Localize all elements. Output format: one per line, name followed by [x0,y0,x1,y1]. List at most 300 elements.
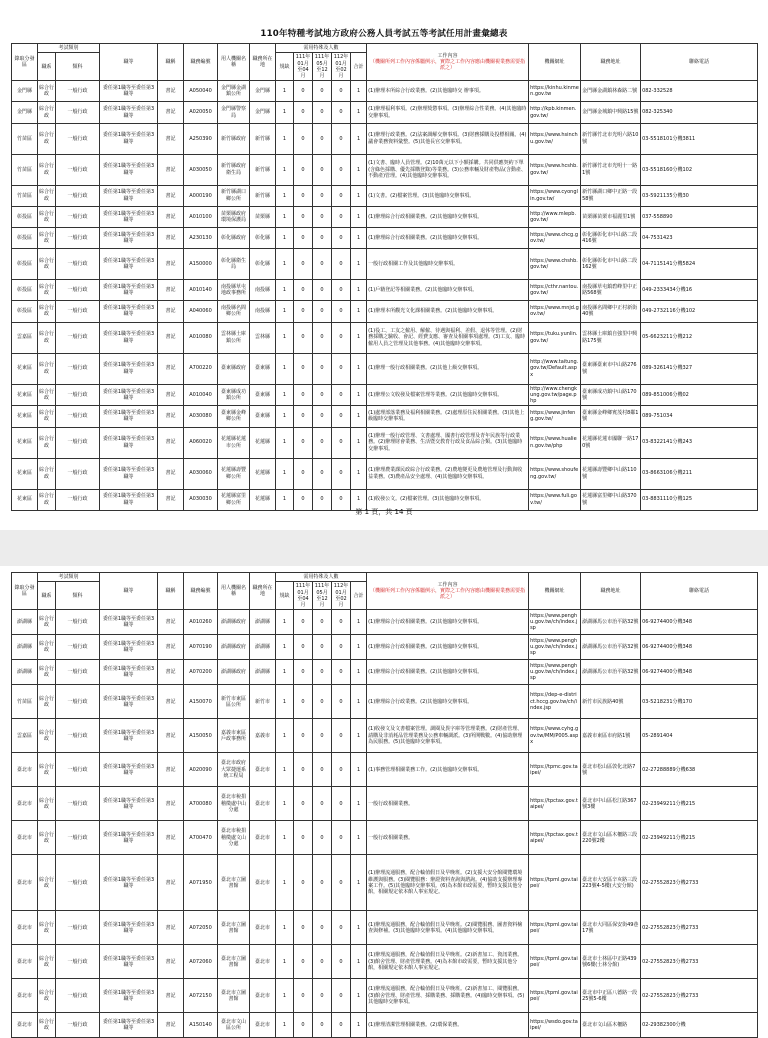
rank-cell: 委任第1職等至委任第3職等 [100,384,158,406]
region-cell: 臺北市 [12,855,38,911]
header-col-2023: 112年01月至02月 [332,53,351,81]
duty-cell: (1)辦理清潔管理相關業務。(2)環保業務。 [367,1013,529,1038]
header-region: 錄取分發區 [12,44,38,81]
county-cell: 新竹縣 [250,185,276,206]
address-cell: 澎湖縣馬公市治平路32號 [581,635,641,660]
subject-cell: 一般行政 [56,821,100,855]
duty-cell: (1)辦理一般行政相關業務。(2)其他上級交辦事項。 [367,353,529,384]
table-row [12,719,758,753]
employer-cell: 嘉義市東區戶政事務所 [218,719,250,753]
group-cell: 綜合行政 [38,123,56,154]
total-count-cell: 1 [351,406,367,427]
rank-cell: 委任第1職等至委任第3職等 [100,753,158,787]
group-cell: 綜合行政 [38,821,56,855]
subject-cell: 一般行政 [56,753,100,787]
post-code-cell: A030050 [184,154,218,185]
group-cell: 綜合行政 [38,384,56,406]
table-row [12,206,758,227]
address-cell: 彰化縣彰化市中山路二段416號 [581,228,641,249]
employer-cell: 澎湖縣政府 [218,635,250,660]
post-code-cell: A070190 [184,635,218,660]
address-cell: 臺北市文山區木柵路 [581,1013,641,1038]
header-website: 機關網址 [529,573,581,610]
county-cell: 臺東縣 [250,384,276,406]
subject-cell: 一般行政 [56,353,100,384]
county-cell: 澎湖縣 [250,660,276,685]
subject-cell: 一般行政 [56,123,100,154]
address-cell: 花蓮縣花蓮市國聯一路170號 [581,427,641,458]
header-demand: 需用特殊及人數 [276,573,367,582]
count-2022-cell: 0 [313,855,332,911]
website-cell: https://www.shoufeng.gov.tw/ [529,458,581,489]
county-cell: 嘉義市 [250,719,276,753]
count-2023-cell: 0 [332,911,351,945]
title-cell: 書記 [158,660,184,685]
table-row [12,610,758,635]
title-cell: 書記 [158,384,184,406]
group-cell: 綜合行政 [38,458,56,489]
address-cell: 臺北市松山區敦化北路7號 [581,753,641,787]
table-row [12,458,758,489]
page-2 [0,566,768,1032]
website-cell: https://www.hcshb.gov.tw/ [529,154,581,185]
total-count-cell: 1 [351,228,367,249]
address-cell: 澎湖縣馬公市治平路32號 [581,610,641,635]
employer-cell: 臺北市立圖書館 [218,855,250,911]
table-row [12,979,758,1013]
group-cell: 綜合行政 [38,855,56,911]
post-code-cell: A150000 [184,249,218,280]
count-2022-cell: 0 [313,280,332,301]
county-cell: 臺北市 [250,855,276,911]
count-2022-cell: 0 [313,102,332,123]
total-count-cell: 1 [351,280,367,301]
phone-cell: 03-5518101分機3811 [641,123,758,154]
count-2023-cell: 0 [332,979,351,1013]
post-code-cell: A030060 [184,458,218,489]
address-cell: 新竹縣湖口鄉中正路一段58號 [581,185,641,206]
title-cell: 書記 [158,979,184,1013]
group-cell: 綜合行政 [38,228,56,249]
title-cell: 書記 [158,353,184,384]
duty-cell: (1)辦理流通服務，配合輪值假日及早晚班。(2)新書加工、資訊業務。(3)館舍管理、財產管理業務。(4)為本館市政需要，暫時支援其他分館，相關規定依本館人事室規定。 [367,945,529,979]
group-cell: 綜合行政 [38,102,56,123]
website-cell: https://www.hsinchu.gov.tw/ [529,123,581,154]
header-group: 職系 [38,53,56,81]
address-cell: 臺東縣臺東市中山路276號 [581,353,641,384]
employer-cell: 彰化縣政府 [218,228,250,249]
count-2021-cell: 0 [294,660,313,685]
total-count-cell: 1 [351,154,367,185]
regular-count-cell: 1 [276,427,294,458]
website-cell: https://www.penghu.gov.tw/ch/index.jsp [529,660,581,685]
website-cell: https://kinhu.kinmen.gov.tw [529,81,581,102]
rank-cell: 委任第1職等至委任第3職等 [100,154,158,185]
group-cell: 綜合行政 [38,81,56,102]
phone-cell: 089-851006分機02 [641,384,758,406]
regular-count-cell: 1 [276,353,294,384]
table-row [12,228,758,249]
title-cell: 書記 [158,911,184,945]
title-cell: 書記 [158,719,184,753]
count-2023-cell: 0 [332,102,351,123]
total-count-cell: 1 [351,911,367,945]
subject-cell: 一般行政 [56,81,100,102]
region-cell: 花東區 [12,353,38,384]
website-cell: https://www.jinfeng.gov.tw/ [529,406,581,427]
rank-cell: 委任第1職等至委任第3職等 [100,427,158,458]
header-county: 職務所在地 [250,44,276,81]
regular-count-cell: 1 [276,102,294,123]
address-cell: 臺北市中正區八德路一段25號5-6樓 [581,979,641,1013]
header-col-2021: 111年01月至04月 [294,582,313,610]
group-cell: 綜合行政 [38,945,56,979]
county-cell: 苗栗縣 [250,206,276,227]
count-2023-cell: 0 [332,610,351,635]
duty-cell: 一般行政相關業務。 [367,787,529,821]
header-col-regular: 規缺 [276,53,294,81]
county-cell: 臺北市 [250,753,276,787]
post-code-cell: A071950 [184,855,218,911]
count-2022-cell: 0 [313,427,332,458]
phone-cell: 03-5518160分機102 [641,154,758,185]
total-count-cell: 1 [351,384,367,406]
table-row [12,787,758,821]
title-cell: 書記 [158,81,184,102]
region-cell: 金門縣 [12,102,38,123]
title-cell: 書記 [158,610,184,635]
county-cell: 臺北市 [250,945,276,979]
regular-count-cell: 1 [276,123,294,154]
duty-cell: (1)辦理流通服務，配合輪值假日及早晚班。(2)閱覽服務、圖書資料檢查與修補。(3)其他臨時交辦事項。(4)其他臨時交辦事項。 [367,911,529,945]
phone-cell: 06-9274400分機348 [641,635,758,660]
region-cell: 臺北市 [12,753,38,787]
phone-cell: 03-5218231分機170 [641,685,758,719]
count-2023-cell: 0 [332,249,351,280]
address-cell: 臺東縣金峰鄉賓茂村8鄰1號 [581,406,641,427]
title-cell: 書記 [158,753,184,787]
employer-cell: 臺北市立圖書館 [218,979,250,1013]
count-2021-cell: 0 [294,322,313,353]
region-cell: 花東區 [12,406,38,427]
table-row [12,249,758,280]
count-2022-cell: 0 [313,322,332,353]
count-2023-cell: 0 [332,154,351,185]
header-duty [367,44,529,81]
rank-cell: 委任第1職等至委任第3職等 [100,911,158,945]
subject-cell: 一般行政 [56,154,100,185]
total-count-cell: 1 [351,610,367,635]
count-2021-cell: 0 [294,185,313,206]
count-2021-cell: 0 [294,123,313,154]
count-2023-cell: 0 [332,787,351,821]
total-count-cell: 1 [351,660,367,685]
table-row [12,427,758,458]
post-code-cell: A000190 [184,185,218,206]
website-cell: https://www.cyhg.gov.tw/MM/P005.aspx [529,719,581,753]
count-2023-cell: 0 [332,458,351,489]
regular-count-cell: 1 [276,249,294,280]
region-cell: 彰投區 [12,228,38,249]
post-code-cell: A700220 [184,353,218,384]
count-2022-cell: 0 [313,1013,332,1038]
phone-cell: 02-23949211分機215 [641,821,758,855]
post-code-cell: A700080 [184,787,218,821]
count-2023-cell: 0 [332,228,351,249]
website-cell: https://wsdo.gov.taipei/ [529,1013,581,1038]
rank-cell: 委任第1職等至委任第3職等 [100,458,158,489]
count-2021-cell: 0 [294,353,313,384]
rank-cell: 委任第1職等至委任第3職等 [100,945,158,979]
group-cell: 綜合行政 [38,353,56,384]
count-2022-cell: 0 [313,228,332,249]
subject-cell: 一般行政 [56,280,100,301]
table-row [12,406,758,427]
rank-cell: 委任第1職等至委任第3職等 [100,489,158,510]
regular-count-cell: 1 [276,821,294,855]
count-2021-cell: 0 [294,911,313,945]
county-cell: 臺東縣 [250,406,276,427]
count-2021-cell: 0 [294,427,313,458]
website-cell: https://tpctax.gov.taipei/ [529,821,581,855]
total-count-cell: 1 [351,206,367,227]
total-count-cell: 1 [351,489,367,510]
count-2023-cell: 0 [332,301,351,322]
count-2022-cell: 0 [313,685,332,719]
title-cell: 書記 [158,154,184,185]
header-county: 職務所在地 [250,573,276,610]
website-cell: https://cthr.nantou.gov.tw/ [529,280,581,301]
document-title: 110年特種考試地方政府公務人員考試五等考試任用計畫彙總表 [260,29,508,39]
employer-cell: 澎湖縣政府 [218,660,250,685]
total-count-cell: 1 [351,753,367,787]
county-cell: 臺北市 [250,1013,276,1038]
rank-cell: 委任第1職等至委任第3職等 [100,228,158,249]
group-cell: 綜合行政 [38,489,56,510]
website-cell: https://dep-e-district.hccg.gov.tw/ch/index.jsp [529,685,581,719]
address-cell: 花蓮縣富里鄉中山路370號 [581,489,641,510]
count-2022-cell: 0 [313,610,332,635]
duty-cell: (1)辦理綜合行政相關業務。(2)其他臨時交辦事項。 [367,228,529,249]
subject-cell: 一般行政 [56,384,100,406]
address-cell: 臺北市中山區松江路367號3樓 [581,787,641,821]
post-code-cell: A020090 [184,753,218,787]
table-row [12,685,758,719]
regular-count-cell: 1 [276,185,294,206]
regular-count-cell: 1 [276,660,294,685]
website-cell: https://www.cyonglin.gov.tw/ [529,185,581,206]
count-2023-cell: 0 [332,206,351,227]
website-cell: https://tpml.gov.taipei/ [529,979,581,1013]
rank-cell: 委任第1職等至委任第3職等 [100,610,158,635]
header-exam-category: 考試類別 [38,573,100,582]
total-count-cell: 1 [351,458,367,489]
address-cell: 臺東縣成功鎮中山路170號 [581,384,641,406]
total-count-cell: 1 [351,787,367,821]
county-cell: 金門縣 [250,81,276,102]
header-phone: 聯絡電話 [641,44,758,81]
header-phone: 聯絡電話 [641,573,758,610]
address-cell: 金門縣金湖鎮林森路二號 [581,81,641,102]
group-cell: 綜合行政 [38,685,56,719]
title-cell: 書記 [158,458,184,489]
subject-cell: 一般行政 [56,945,100,979]
regular-count-cell: 1 [276,635,294,660]
duty-cell: (1)辦理一般行政管理、文書處理、國書行政管理及青年民族等行政業務。(2)辦理財會業務、生活暨交教育行政及食品綜合類。(3)其他臨時交辦事項。 [367,427,529,458]
count-2021-cell: 0 [294,979,313,1013]
duty-cell: 一般行政相關工作及其他臨時交辦事項。 [367,249,529,280]
title-cell: 書記 [158,945,184,979]
website-cell: http://kpb.kinmen.gov.tw/ [529,102,581,123]
subject-cell: 一般行政 [56,787,100,821]
website-cell: https://tpml.gov.taipei/ [529,855,581,911]
group-cell: 綜合行政 [38,280,56,301]
group-cell: 綜合行政 [38,1013,56,1038]
regular-count-cell: 1 [276,753,294,787]
group-cell: 綜合行政 [38,185,56,206]
website-cell: https://www.penghu.gov.tw/ch/index.jsp [529,610,581,635]
website-cell: https://www.penghu.gov.tw/ch/index.jsp [529,635,581,660]
regular-count-cell: 1 [276,458,294,489]
count-2021-cell: 0 [294,685,313,719]
duty-cell: (1)辦理公文收發及檔案管理等業務。(2)其他臨時交辦事項。 [367,384,529,406]
header-col-2022: 111年05月至12月 [313,582,332,610]
total-count-cell: 1 [351,301,367,322]
website-cell: http://www.mlepb.gov.tw/ [529,206,581,227]
region-cell: 花東區 [12,427,38,458]
count-2022-cell: 0 [313,911,332,945]
header-duty [367,573,529,610]
count-2023-cell: 0 [332,753,351,787]
regular-count-cell: 1 [276,945,294,979]
header-title: 職稱 [158,573,184,610]
region-cell: 彰投區 [12,249,38,280]
phone-cell: 05-6623211分機212 [641,322,758,353]
group-cell: 綜合行政 [38,154,56,185]
table-row [12,753,758,787]
region-cell: 臺北市 [12,945,38,979]
region-cell: 臺北市 [12,911,38,945]
regular-count-cell: 1 [276,787,294,821]
count-2021-cell: 0 [294,206,313,227]
group-cell: 綜合行政 [38,719,56,753]
table-row [12,280,758,301]
count-2021-cell: 0 [294,635,313,660]
website-cell: https://www.hualien.gov.tw/php [529,427,581,458]
rank-cell: 委任第1職等至委任第3職等 [100,855,158,911]
website-cell: http://www.taitung.gov.tw/Default.aspx [529,353,581,384]
rank-cell: 委任第1職等至委任第3職等 [100,635,158,660]
subject-cell: 一般行政 [56,249,100,280]
phone-cell: 03-8322141分機243 [641,427,758,458]
total-count-cell: 1 [351,1013,367,1038]
table-row [12,81,758,102]
title-cell: 書記 [158,301,184,322]
title-cell: 書記 [158,821,184,855]
subject-cell: 一般行政 [56,635,100,660]
phone-cell: 089-751034 [641,406,758,427]
employer-cell: 臺東縣成功鎮公所 [218,384,250,406]
region-cell: 臺北市 [12,787,38,821]
count-2021-cell: 0 [294,249,313,280]
post-code-cell: A250390 [184,123,218,154]
duty-cell: (1)辦理行政業務。(2)法案調解交辦事項。(3)財務採購及投標相關。(4)議會業務資料彙整。(5)其他長官交辦事項。 [367,123,529,154]
header-duty-note: （機關所列工作內容係屬例示，實際之工作內容應由機關視業務需要指派之） [370,588,526,601]
address-cell: 花蓮縣壽豐鄉中山路110號 [581,458,641,489]
region-cell: 彰投區 [12,301,38,322]
duty-cell: (1)辦理綜合行政相關業務。(2)其他臨時交辦事項。 [367,610,529,635]
phone-cell: 03-5921135分機30 [641,185,758,206]
count-2023-cell: 0 [332,489,351,510]
phone-cell: 03-8663106分機211 [641,458,758,489]
group-cell: 綜合行政 [38,753,56,787]
count-2021-cell: 0 [294,719,313,753]
count-2023-cell: 0 [332,1013,351,1038]
region-cell: 澎湖縣 [12,660,38,685]
address-cell: 臺北市士林區中正路439號6樓(士林分館) [581,945,641,979]
count-2021-cell: 0 [294,787,313,821]
phone-cell: 02-29382300分機 [641,1013,758,1038]
address-cell: 新竹縣竹北市光明十一路1號 [581,154,641,185]
phone-cell: 082-332528 [641,81,758,102]
rank-cell: 委任第1職等至委任第3職等 [100,660,158,685]
rank-cell: 委任第1職等至委任第3職等 [100,821,158,855]
address-cell: 新竹縣竹北市光明六路10號 [581,123,641,154]
total-count-cell: 1 [351,322,367,353]
count-2021-cell: 0 [294,489,313,510]
subject-cell: 一般行政 [56,660,100,685]
address-cell: 澎湖縣馬公市治平路32號 [581,660,641,685]
website-cell: https://www.chshb.gov.tw/ [529,249,581,280]
county-cell: 南投縣 [250,301,276,322]
post-code-cell: A230130 [184,228,218,249]
employer-cell: 臺北市稅捐稽徵處文山分處 [218,821,250,855]
subject-cell: 一般行政 [56,458,100,489]
count-2023-cell: 0 [332,821,351,855]
header-col-regular: 規缺 [276,582,294,610]
count-2023-cell: 0 [332,185,351,206]
phone-cell: 082-325340 [641,102,758,123]
phone-cell: 049-2333434分機16 [641,280,758,301]
header-col-2022: 111年05月至12月 [313,53,332,81]
duty-cell: (1)辦理農業課民政綜合行政業務。(2)農地變更及農地管理及行動與收益業務。(3)農產品安全處理、(4)其他臨時交辦事項。 [367,458,529,489]
count-2022-cell: 0 [313,753,332,787]
county-cell: 花蓮縣 [250,427,276,458]
county-cell: 彰化縣 [250,249,276,280]
post-code-cell: A010080 [184,322,218,353]
region-cell: 竹苗區 [12,123,38,154]
table-row [12,322,758,353]
employer-cell: 新竹縣政府 [218,123,250,154]
total-count-cell: 1 [351,635,367,660]
table-row [12,185,758,206]
regular-count-cell: 1 [276,911,294,945]
county-cell: 臺北市 [250,911,276,945]
rank-cell: 委任第1職等至委任第3職等 [100,979,158,1013]
header-demand: 需用特殊及人數 [276,44,367,53]
rank-cell: 委任第1職等至委任第3職等 [100,1013,158,1038]
group-cell: 綜合行政 [38,322,56,353]
count-2022-cell: 0 [313,821,332,855]
duty-cell: (1)戶籍登記等相關業務。(2)其他臨時交辦事項。 [367,280,529,301]
count-2021-cell: 0 [294,102,313,123]
page-footer: 第 1 頁，共 14 頁 [355,508,413,516]
count-2023-cell: 0 [332,81,351,102]
header-employer: 用人機關名稱 [218,573,250,610]
count-2022-cell: 0 [313,185,332,206]
website-cell: https://www.fuli.gov.tw/ [529,489,581,510]
table-row [12,1013,758,1038]
